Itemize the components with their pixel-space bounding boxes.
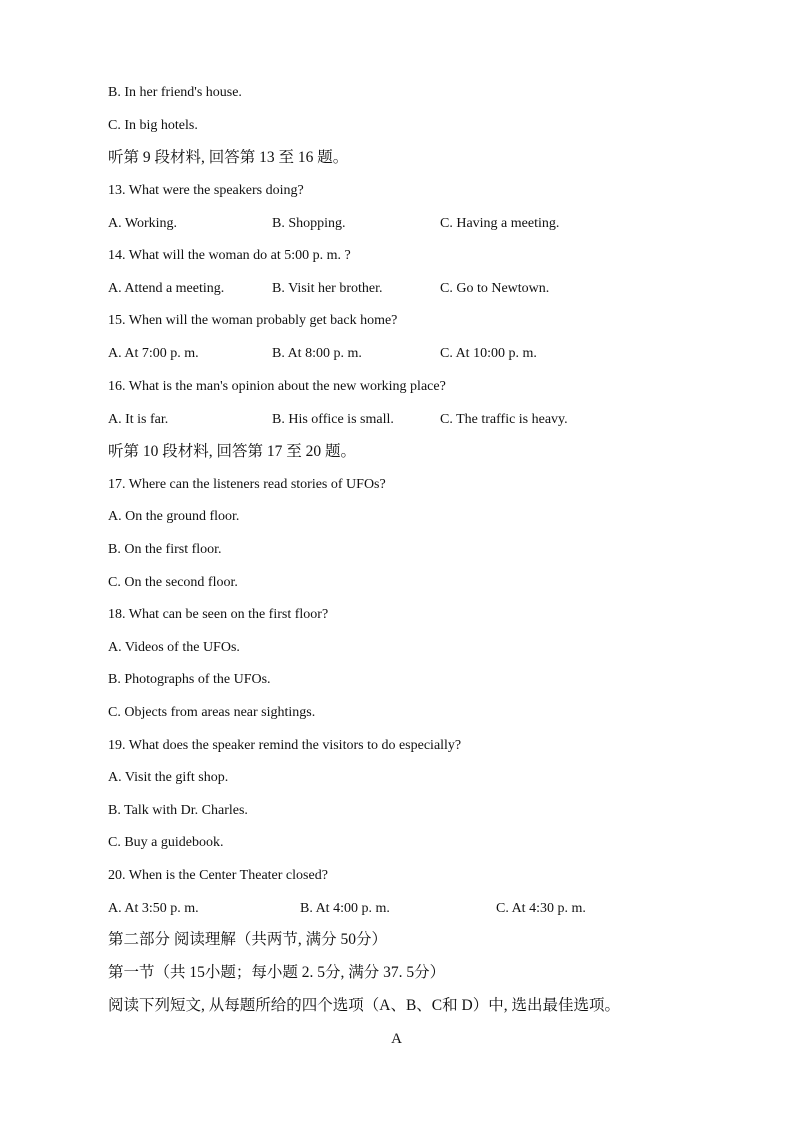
- part-title: 第二部分 阅读理解（共两节, 满分 50分）: [108, 931, 388, 948]
- option-b: B. Photographs of the UFOs.: [108, 672, 271, 687]
- option-c: C. At 10:00 p. m.: [440, 346, 537, 361]
- option-b: B. Talk with Dr. Charles.: [108, 803, 248, 818]
- question-text: 18. What can be seen on the first floor?: [108, 607, 329, 622]
- option-b: B. At 8:00 p. m.: [272, 346, 362, 361]
- option-c: C. Go to Newtown.: [440, 281, 550, 296]
- option-c: C. On the second floor.: [108, 575, 238, 590]
- option-b: B. Shopping.: [272, 216, 346, 231]
- question-text: 15. When will the woman probably get back home?: [108, 313, 398, 328]
- option-a: A. Attend a meeting.: [108, 281, 225, 296]
- option-line: B. In her friend's house.: [108, 85, 242, 100]
- option-a: A. Working.: [108, 216, 178, 231]
- option-line: C. In big hotels.: [108, 118, 198, 133]
- option-c: C. Having a meeting.: [440, 216, 560, 231]
- question-text: 17. Where can the listeners read stories of UFOs?: [108, 477, 386, 492]
- option-c: C. Buy a guidebook.: [108, 835, 224, 850]
- option-a: A. At 7:00 p. m.: [108, 346, 199, 361]
- option-a: A. Videos of the UFOs.: [108, 640, 240, 655]
- option-b: B. On the first floor.: [108, 542, 222, 557]
- option-b: B. His office is small.: [272, 412, 394, 427]
- option-c: C. The traffic is heavy.: [440, 412, 568, 427]
- section-instruction: 听第 9 段材料, 回答第 13 至 16 题。: [108, 149, 349, 166]
- question-text: 19. What does the speaker remind the visitors to do especially?: [108, 738, 462, 753]
- passage-label: A: [391, 1031, 402, 1047]
- option-b: B. At 4:00 p. m.: [300, 901, 390, 916]
- option-c: C. At 4:30 p. m.: [496, 901, 586, 916]
- option-b: B. Visit her brother.: [272, 281, 383, 296]
- section-title: 第一节（共 15小题；每小题 2. 5分, 满分 37. 5分）: [108, 964, 446, 981]
- reading-instruction: 阅读下列短文, 从每题所给的四个选项（A、B、C和 D）中, 选出最佳选项。: [108, 997, 620, 1014]
- section-instruction: 听第 10 段材料, 回答第 17 至 20 题。: [108, 443, 357, 460]
- question-text: 14. What will the woman do at 5:00 p. m. ?: [108, 248, 351, 263]
- question-text: 13. What were the speakers doing?: [108, 183, 304, 198]
- question-text: 16. What is the man's opinion about the new working place?: [108, 379, 446, 394]
- option-a: A. Visit the gift shop.: [108, 770, 229, 785]
- question-text: 20. When is the Center Theater closed?: [108, 868, 328, 883]
- option-a: A. It is far.: [108, 412, 169, 427]
- option-a: A. At 3:50 p. m.: [108, 901, 199, 916]
- option-a: A. On the ground floor.: [108, 509, 240, 524]
- option-c: C. Objects from areas near sightings.: [108, 705, 316, 720]
